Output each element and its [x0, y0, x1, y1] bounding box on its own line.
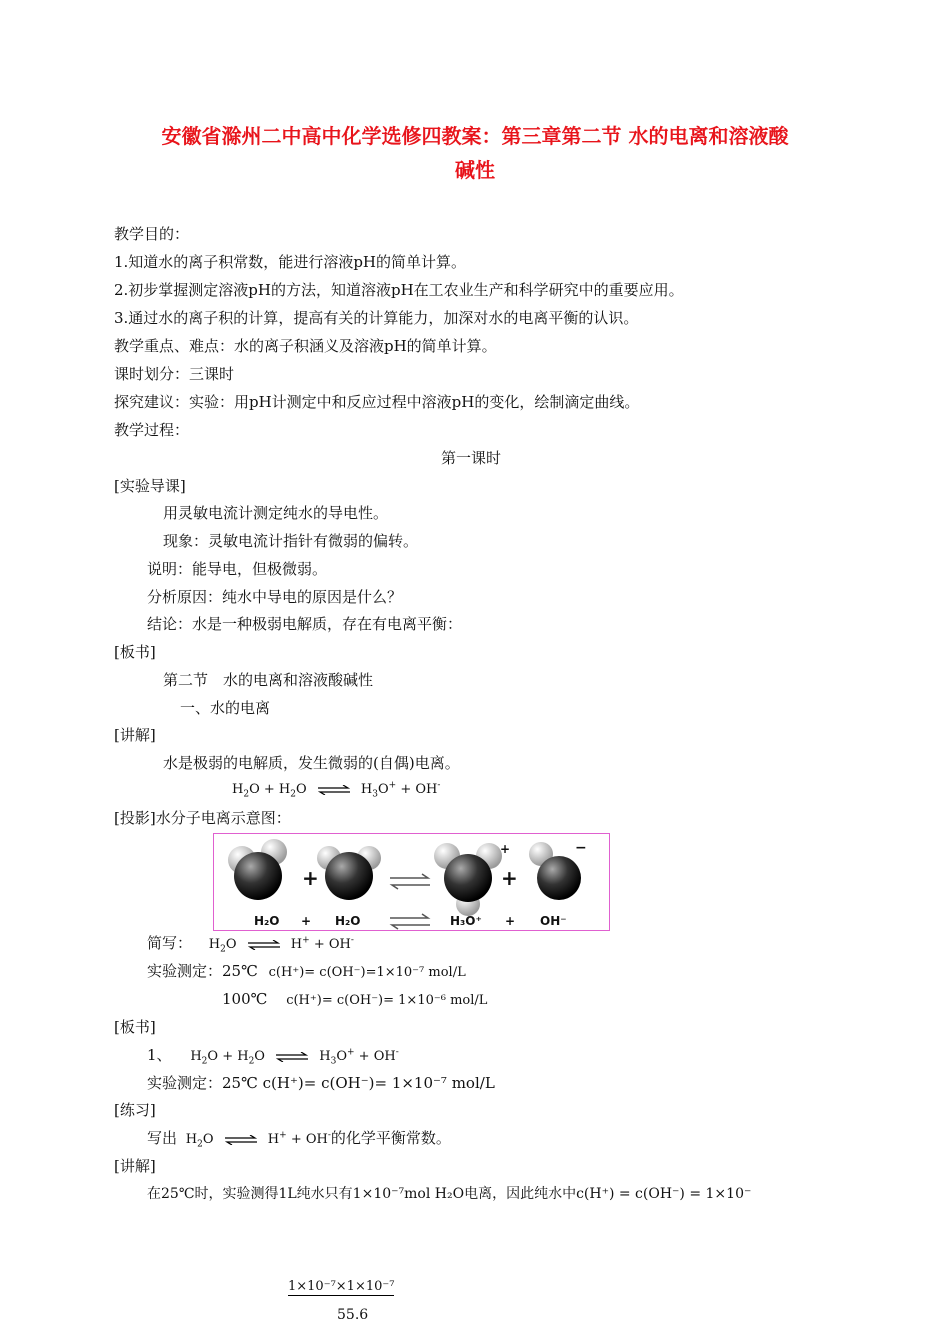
experiment-tag: [实验导课] — [114, 477, 186, 495]
fraction-denominator: 55.6 — [337, 1307, 369, 1323]
page-title-line1: 安徽省滁州二中高中化学选修四教案：第三章第二节 水的电离和溶液酸 — [161, 124, 789, 148]
hydronium-ion-icon — [434, 843, 502, 916]
label-h2o-1: H₂O — [254, 914, 280, 928]
key-points: 教学重点、难点：水的离子积涵义及溶液pH的简单计算。 — [114, 337, 497, 355]
plus-sign: + — [501, 866, 518, 890]
lecture-text-2: 在25℃时，实验测得1L纯水只有1×10⁻⁷mol H₂O电离，因此纯水中c(H⁺) = c(OH⁻) = 1×10⁻ — [147, 1186, 752, 1202]
experiment-conclusion: 结论：水是一种极弱电解质，存在有电离平衡： — [147, 615, 463, 633]
projection-tag: [投影]水分子电离示意图： — [114, 809, 291, 827]
lecture-tag-2: [讲解] — [114, 1157, 156, 1175]
water-molecule-icon — [317, 846, 381, 900]
exp-25-line — [147, 961, 466, 983]
equilibrium-arrow-icon — [390, 874, 430, 889]
equilibrium-arrow-icon — [247, 940, 281, 950]
aim-1: 1.知道水的离子积常数，能进行溶液pH的简单计算。 — [114, 253, 466, 271]
practice-suffix: 的化学平衡常数。 — [330, 1129, 451, 1147]
hydroxide-ion-icon — [529, 842, 581, 900]
page-title-line2: 碱性 — [455, 158, 495, 182]
temp-100: 100℃ — [222, 990, 268, 1008]
label-oh: OH⁻ — [540, 914, 567, 928]
equilibrium-arrow-icon — [390, 914, 430, 929]
experiment-phenomenon: 现象：灵敏电流计指针有微弱的偏转。 — [163, 532, 419, 550]
label-plus-1: + — [301, 914, 312, 928]
experiment-explain: 说明：能导电，但极微弱。 — [147, 560, 328, 578]
label-h3o: H₃O⁺ — [450, 914, 482, 928]
simplified-label: 简写： — [147, 934, 193, 952]
subsection-title: 一、水的电离 — [180, 699, 271, 717]
periods: 课时划分：三课时 — [114, 365, 235, 383]
exp-label: 实验测定：25℃ — [147, 962, 258, 980]
section-title: 第二节 水的电离和溶液酸碱性 — [163, 671, 374, 689]
equilibrium-arrow-icon — [224, 1135, 258, 1145]
practice-prefix: 写出 — [147, 1129, 178, 1147]
fraction-numerator: 1×10⁻⁷×1×10⁻⁷ — [288, 1279, 395, 1294]
exp-100-line — [222, 989, 487, 1011]
board-tag-1: [板书] — [114, 643, 156, 661]
practice-tag: [练习] — [114, 1101, 156, 1119]
negative-charge: − — [575, 840, 587, 856]
positive-charge: + — [500, 842, 511, 856]
aim-3: 3.通过水的离子积的计算，提高有关的计算能力，加深对水的电离平衡的认识。 — [114, 309, 639, 327]
suggestion: 探究建议：实验：用pH计测定中和反应过程中溶液pH的变化，绘制滴定曲线。 — [114, 393, 640, 411]
plus-sign: + — [302, 866, 319, 890]
exp-100-value: c(H⁺)= c(OH⁻)= 1×10⁻⁶ mol/L — [286, 993, 488, 1008]
practice-line: 写出 $H_2O$ H+ + OH-的化学平衡常数。 — [147, 1129, 451, 1150]
lecture-text-1: 水是极弱的电解质，发生微弱的(自偶)电离。 — [163, 754, 460, 772]
board-exp: 实验测定：25℃ c(H⁺)= c(OH⁻)= 1×10⁻⁷ mol/L — [147, 1074, 495, 1092]
label-h2o-2: H₂O — [335, 914, 361, 928]
lecture-tag-1: [讲解] — [114, 726, 156, 744]
ionization-equation: $H_2O + H_2O$ $H_3O^+ + OH^-$ — [232, 780, 441, 800]
equilibrium-arrow-icon — [317, 785, 351, 795]
aim-2: 2.初步掌握测定溶液pH的方法，知道溶液pH在工农业生产和科学研究中的重要应用。 — [114, 281, 684, 299]
board-equation: 1、 $H_2O + H_2O$ $H_3O^+ + OH^-$ — [147, 1046, 399, 1067]
first-period-heading: 第一课时 — [441, 449, 502, 467]
experiment-analysis: 分析原因：纯水中导电的原因是什么？ — [147, 588, 403, 606]
exp-25-value: c(H⁺)= c(OH⁻)=1×10⁻⁷ mol/L — [268, 965, 466, 980]
board-num: 1、 — [147, 1046, 172, 1064]
process-label: 教学过程： — [114, 421, 190, 439]
water-ionization-figure — [213, 833, 610, 931]
aims-label: 教学目的： — [114, 225, 190, 243]
label-plus-2: + — [505, 914, 516, 928]
board-tag-2: [板书] — [114, 1018, 156, 1036]
simplified-line: 简写： $H_2O$ H+ + OH- — [147, 934, 354, 955]
water-molecule-icon — [228, 839, 287, 900]
equilibrium-arrow-icon — [275, 1052, 309, 1062]
experiment-step: 用灵敏电流计测定纯水的导电性。 — [163, 504, 389, 522]
